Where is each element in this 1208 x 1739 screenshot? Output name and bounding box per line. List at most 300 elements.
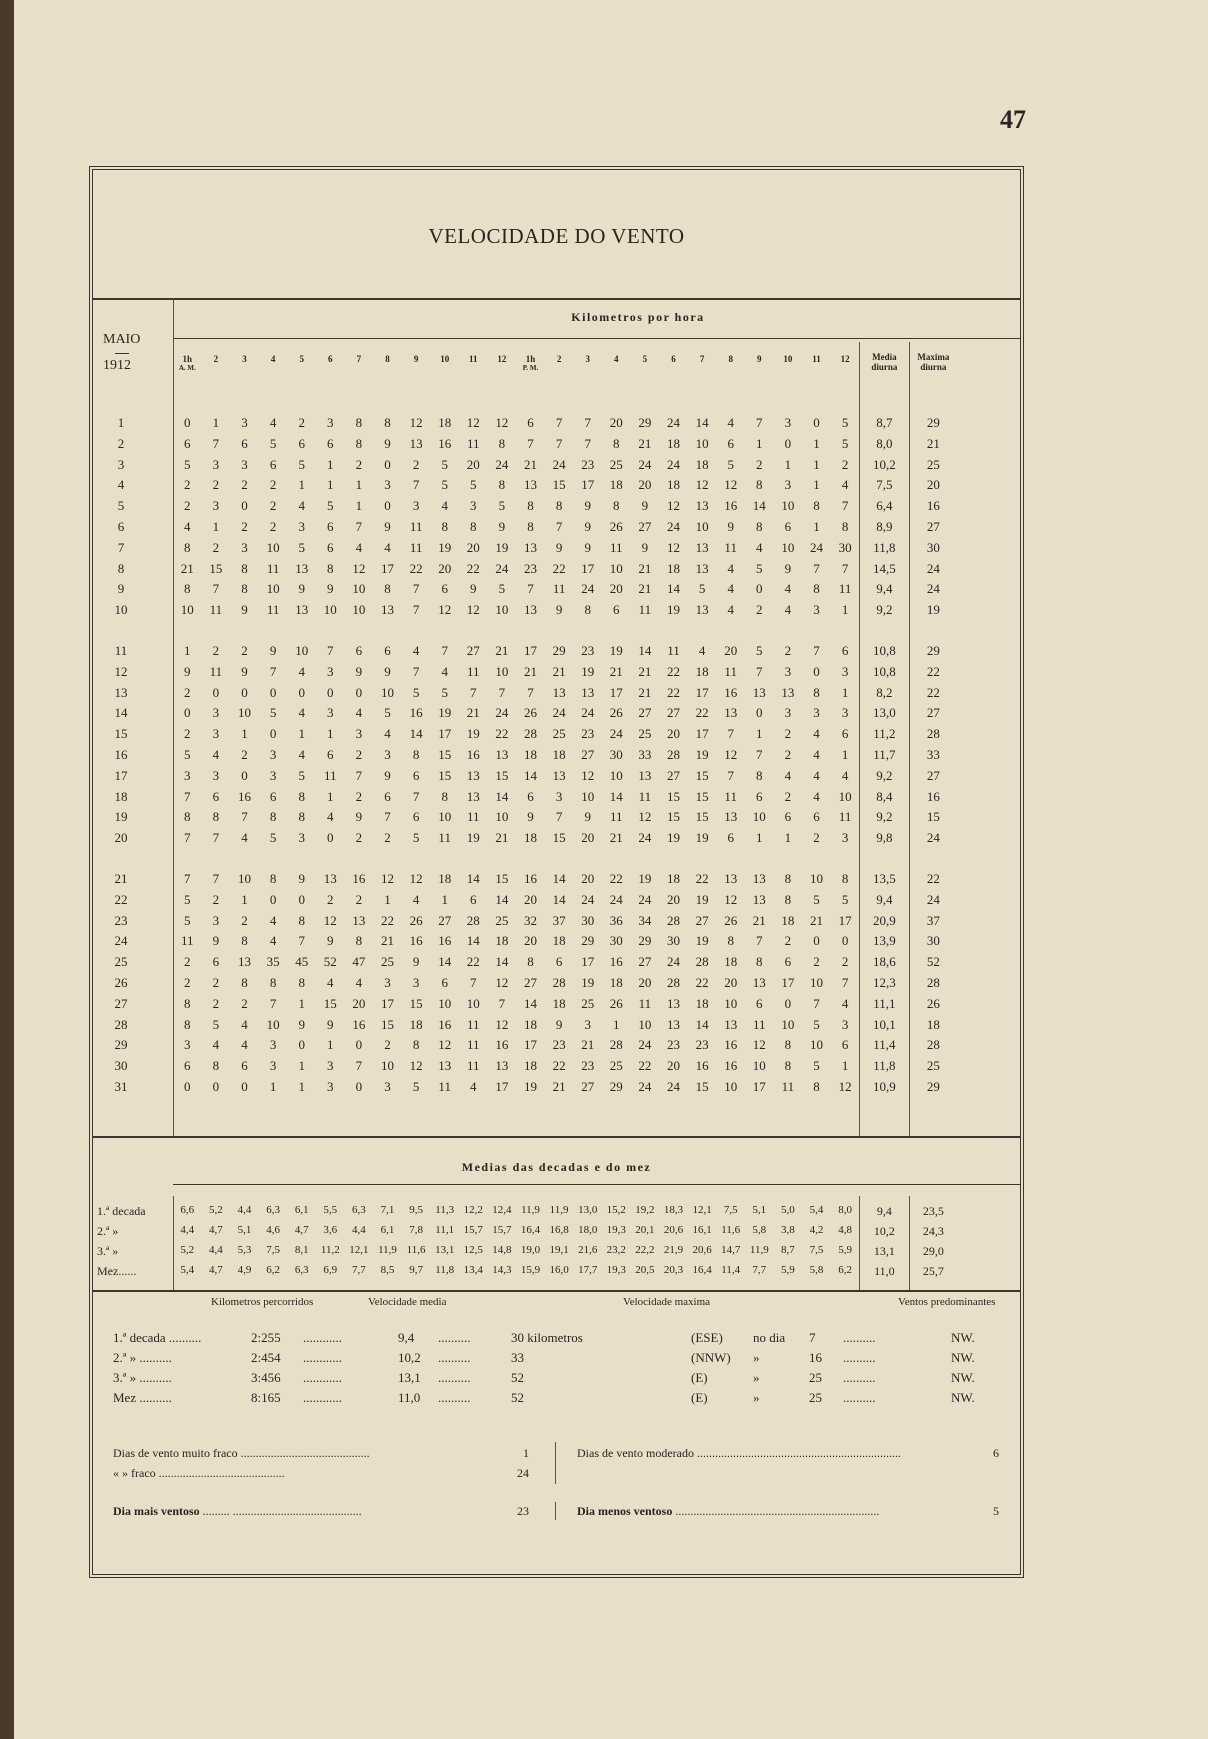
hourly-value: 15	[438, 747, 452, 762]
hourly-value: 7	[412, 477, 420, 493]
hourly-value: 8	[756, 954, 763, 970]
hourly-value: 14	[752, 498, 766, 514]
hourly-value: 9	[384, 767, 391, 783]
decada-hourly-mean: 7,5	[266, 1244, 280, 1256]
hourly-value: 18	[438, 871, 452, 886]
hourly-value: 10	[609, 767, 623, 783]
hourly-value: 11	[610, 809, 623, 825]
hourly-value: 8	[412, 747, 420, 762]
media-diurna-value: 8,4	[876, 788, 893, 804]
hourly-value: 7	[470, 684, 477, 700]
maxima-diurna-value: 28	[926, 726, 940, 742]
hour-header	[774, 354, 803, 364]
hourly-value: 9	[555, 602, 563, 618]
decada-maxima: 29,0	[922, 1244, 944, 1258]
hourly-value: 13	[724, 809, 738, 825]
hourly-value: 12	[638, 809, 652, 825]
hourly-value: 6	[241, 1058, 248, 1074]
hourly-value: 8	[355, 415, 363, 430]
moderado-row: Dias de vento moderado ....................................................................	[577, 1446, 901, 1460]
media-diurna-value: 13,9	[873, 933, 896, 949]
hourly-value: 10	[781, 1016, 795, 1032]
hourly-value: 8	[756, 477, 763, 493]
hourly-value: 3	[555, 788, 563, 804]
hour-header-label: 4	[614, 354, 619, 364]
media-diurna-value: 10,9	[873, 1079, 896, 1094]
hourly-value: 6	[327, 519, 334, 534]
day-number: 3	[117, 456, 125, 472]
hourly-value: 1	[813, 477, 820, 493]
hour-header	[716, 354, 745, 364]
hourly-value: 17	[752, 1079, 766, 1094]
hourly-value: 2	[269, 519, 277, 534]
hourly-value: 4	[327, 809, 334, 825]
hourly-value: 7	[813, 995, 820, 1011]
hourly-value: 8	[727, 933, 734, 949]
hourly-value: 8	[784, 871, 792, 886]
media-diurna-value: 9,4	[876, 581, 893, 597]
hourly-value: 13	[695, 602, 709, 618]
hourly-value: 25	[380, 954, 394, 970]
summary-dots: ..........	[843, 1370, 876, 1385]
hourly-value: 1	[813, 435, 820, 451]
hourly-value: 15	[552, 830, 566, 846]
hourly-value: 1	[756, 830, 763, 846]
hourly-value: 21	[609, 830, 623, 846]
hourly-value: 18	[666, 435, 680, 451]
hourly-value: 3	[784, 415, 792, 430]
hourly-value: 6	[784, 809, 792, 825]
decada-hourly-mean: 6,2	[266, 1264, 280, 1276]
summary-media: 13,1	[398, 1370, 421, 1385]
hourly-value: 9	[327, 1016, 334, 1032]
hourly-value: 52	[323, 954, 337, 970]
hourly-value: 17	[380, 560, 394, 576]
hourly-value: 3	[355, 726, 363, 742]
hourly-value: 30	[609, 933, 623, 949]
hourly-value: 7	[756, 747, 763, 762]
hourly-value: 18	[523, 1058, 537, 1074]
hourly-value: 14	[495, 891, 509, 907]
hourly-value: 4	[698, 643, 706, 658]
hour-header	[459, 354, 488, 364]
hour-header	[402, 354, 431, 364]
hourly-value: 13	[466, 788, 480, 804]
maxima-diurna-value: 29	[926, 643, 940, 658]
hour-header-label: 8	[728, 354, 733, 364]
hourly-value: 13	[438, 1058, 452, 1074]
decada-media: 9,4	[876, 1204, 892, 1218]
decada-hourly-mean: 5,9	[781, 1264, 795, 1276]
hourly-value: 23	[581, 643, 595, 658]
decada-hourly-mean: 11,3	[435, 1204, 455, 1216]
hourly-value: 6	[384, 788, 391, 804]
decada-hourly-mean: 11,8	[435, 1264, 455, 1276]
hourly-value: 4	[241, 1016, 248, 1032]
hourly-value: 4	[813, 788, 820, 804]
hourly-value: 19	[609, 643, 623, 658]
hourly-value: 23	[552, 1037, 566, 1053]
decada-hourly-mean: 3,8	[781, 1224, 795, 1236]
hourly-value: 2	[355, 456, 363, 472]
hourly-value: 15	[695, 809, 709, 825]
hourly-value: 22	[495, 726, 509, 742]
hourly-value: 10	[352, 581, 366, 597]
hourly-value: 4	[269, 933, 277, 949]
hourly-value: 17	[581, 477, 595, 493]
hourly-value: 28	[695, 954, 709, 970]
hourly-value: 16	[466, 747, 480, 762]
hourly-value: 5	[470, 477, 477, 493]
hourly-value: 11	[467, 435, 480, 451]
hourly-value: 1	[841, 747, 849, 762]
hourly-value: 1	[756, 435, 763, 451]
hourly-value: 2	[355, 830, 363, 846]
hourly-value: 8	[384, 581, 391, 597]
hourly-value: 8	[813, 581, 820, 597]
hour-header	[631, 354, 660, 364]
media-diurna-value: 10,8	[873, 643, 896, 658]
hourly-value: 8	[527, 954, 534, 970]
decada-label: 2.ª »	[97, 1224, 119, 1238]
hourly-value: 6	[613, 602, 620, 618]
day-number: 1	[117, 415, 125, 430]
hourly-value: 17	[695, 684, 709, 700]
hourly-value: 27	[638, 954, 652, 970]
hourly-value: 24	[638, 1079, 652, 1094]
hourly-value: 3	[212, 498, 220, 514]
hourly-value: 8	[269, 871, 277, 886]
hourly-value: 14	[409, 726, 423, 742]
day-number: 17	[114, 767, 128, 783]
hourly-value: 14	[609, 788, 623, 804]
hourly-value: 7	[241, 809, 248, 825]
hourly-value: 1	[841, 1058, 849, 1074]
hourly-value: 1	[327, 477, 334, 493]
summary-direction: (E)	[691, 1370, 708, 1385]
hourly-value: 45	[295, 954, 309, 970]
decada-maxima: 24,3	[922, 1224, 944, 1238]
hourly-value: 24	[581, 891, 595, 907]
hourly-value: 1	[327, 726, 334, 742]
summary-dia: 25	[809, 1370, 822, 1385]
muito-fraco-row: Dias de vento muito fraco ...........................................	[113, 1446, 370, 1460]
hourly-value: 9	[327, 581, 334, 597]
decada-hourly-mean: 11,6	[721, 1224, 741, 1236]
hourly-value: 23	[695, 1037, 709, 1053]
hourly-value: 1	[813, 456, 820, 472]
hourly-value: 3	[813, 705, 820, 721]
hourly-value: 2	[813, 954, 820, 970]
hourly-value: 3	[412, 975, 420, 990]
hourly-value: 3	[327, 415, 334, 430]
hourly-value: 11	[209, 602, 223, 618]
hourly-value: 30	[581, 912, 595, 928]
decada-hourly-mean: 15,9	[520, 1264, 541, 1276]
summary-no-dia: »	[753, 1370, 760, 1385]
summary-vento: NW.	[951, 1390, 975, 1405]
hourly-value: 7	[212, 435, 220, 451]
hourly-value: 22	[466, 954, 480, 970]
hour-header-label: 9	[413, 354, 419, 364]
hourly-value: 20	[438, 560, 452, 576]
decada-hourly-mean: 11,2	[320, 1244, 340, 1256]
day-number: 27	[114, 995, 128, 1011]
media-diurna-value: 11,1	[873, 995, 896, 1011]
hourly-value: 1	[298, 726, 305, 742]
maxima-diurna-value: 27	[926, 705, 940, 721]
fraco-row: « » fraco ..........................................	[113, 1466, 285, 1480]
hourly-value: 11	[438, 1079, 451, 1094]
hourly-value: 16	[724, 498, 738, 514]
hourly-value: 11	[266, 602, 280, 618]
hourly-value: 13	[523, 602, 537, 618]
decada-hourly-mean: 11,9	[749, 1244, 769, 1256]
summary-media: 10,2	[398, 1350, 421, 1365]
hourly-value: 2	[184, 975, 191, 990]
hourly-value: 7	[841, 498, 849, 514]
hour-header-label: 5	[642, 354, 648, 364]
hourly-value: 19	[581, 975, 595, 990]
hourly-value: 6	[298, 435, 305, 451]
hourly-value: 20	[724, 643, 738, 658]
hourly-value: 2	[355, 788, 363, 804]
media-diurna-value: 11,8	[873, 1058, 896, 1074]
hourly-value: 11	[409, 539, 423, 555]
hourly-value: 5	[298, 456, 305, 472]
hourly-value: 16	[438, 435, 452, 451]
hourly-value: 8	[470, 519, 477, 534]
hourly-value: 9	[412, 954, 420, 970]
maxima-header-line: Maxima	[917, 352, 950, 362]
hourly-value: 2	[298, 415, 305, 430]
hour-header	[173, 354, 202, 372]
hourly-value: 4	[813, 726, 820, 742]
decada-hourly-mean: 4,7	[209, 1224, 223, 1236]
hourly-value: 30	[666, 933, 680, 949]
maxima-diurna-value: 16	[926, 788, 940, 804]
hourly-value: 7	[756, 933, 763, 949]
hour-header	[430, 354, 459, 364]
hourly-value: 9	[584, 519, 591, 534]
decadas-divider	[909, 1196, 910, 1290]
hourly-value: 16	[695, 1058, 709, 1074]
hourly-value: 8	[584, 602, 591, 618]
hourly-value: 2	[384, 1037, 391, 1053]
hourly-value: 7	[384, 809, 391, 825]
hourly-value: 7	[212, 581, 220, 597]
summary-no-dia: no dia	[753, 1330, 786, 1345]
decada-hourly-mean: 6,3	[294, 1264, 309, 1276]
hourly-value: 13	[523, 539, 537, 555]
hour-header	[202, 354, 231, 364]
hourly-value: 8	[184, 809, 191, 825]
summary-vento: NW.	[951, 1350, 975, 1365]
hourly-value: 2	[212, 995, 220, 1011]
hourly-value: 8	[813, 684, 820, 700]
hourly-value: 2	[784, 726, 792, 742]
hourly-value: 8	[269, 975, 277, 990]
hourly-value: 18	[523, 1016, 537, 1032]
hourly-value: 4	[212, 747, 220, 762]
hourly-value: 9	[641, 539, 649, 555]
hourly-value: 9	[555, 1016, 563, 1032]
hourly-value: 7	[584, 435, 591, 451]
decada-hourly-mean: 16,8	[549, 1224, 569, 1236]
decada-hourly-mean: 14,7	[721, 1244, 741, 1256]
media-diurna-value: 13,5	[873, 871, 896, 886]
maxima-diurna-value: 27	[926, 519, 940, 534]
hourly-value: 1	[384, 891, 391, 907]
hourly-value: 19	[695, 891, 709, 907]
hourly-value: 13	[724, 1016, 738, 1032]
hourly-value: 2	[784, 643, 792, 658]
hourly-value: 17	[523, 643, 537, 658]
maxima-diurna-value: 30	[926, 539, 940, 555]
hourly-value: 15	[323, 995, 337, 1011]
hourly-value: 5	[841, 415, 849, 430]
hourly-value: 11	[838, 581, 852, 597]
decada-hourly-mean: 7,8	[409, 1224, 423, 1236]
hourly-value: 13	[495, 1058, 509, 1074]
maxima-diurna-value: 15	[926, 809, 940, 825]
maxima-diurna-value: 20	[926, 477, 940, 493]
kmh-header: Kilometros por hora	[571, 310, 705, 324]
hourly-value: 3	[784, 477, 792, 493]
hourly-value: 5	[269, 705, 277, 721]
hourly-value: 21	[638, 684, 652, 700]
hourly-value: 18	[781, 912, 795, 928]
decada-media: 11,0	[874, 1264, 895, 1278]
hourly-value: 3	[841, 1016, 849, 1032]
decada-maxima: 25,7	[922, 1264, 944, 1278]
decada-hourly-mean: 17,7	[578, 1264, 598, 1276]
hourly-value: 6	[412, 767, 420, 783]
hourly-value: 4	[412, 643, 420, 658]
decada-hourly-mean: 21,9	[663, 1244, 684, 1256]
hourly-value: 4	[727, 560, 734, 576]
hourly-value: 4	[727, 415, 734, 430]
hourly-value: 11	[552, 581, 566, 597]
hourly-value: 5	[813, 1016, 820, 1032]
day-number: 31	[114, 1079, 128, 1094]
decada-hourly-mean: 6,2	[838, 1264, 852, 1276]
day-number: 4	[117, 477, 125, 493]
hourly-value: 19	[638, 871, 652, 886]
media-diurna-value: 14,5	[873, 560, 896, 576]
hourly-value: 26	[724, 912, 738, 928]
hourly-value: 19	[581, 663, 595, 679]
media-diurna-value: 10,2	[873, 456, 896, 472]
hourly-value: 7	[412, 581, 420, 597]
decada-hourly-mean: 14,8	[492, 1244, 512, 1256]
maxima-diurna-value: 21	[926, 435, 940, 451]
decada-hourly-mean: 11,4	[721, 1264, 741, 1276]
hourly-value: 24	[638, 456, 652, 472]
hour-header-label: 10	[440, 354, 450, 364]
mais-ventoso-label: Dia mais ventoso	[113, 1504, 200, 1518]
hourly-value: 7	[412, 788, 420, 804]
hourly-value: 22	[666, 663, 680, 679]
hourly-value: 0	[384, 498, 391, 514]
hourly-value: 3	[241, 539, 248, 555]
day-number: 21	[114, 871, 128, 886]
hour-header-label: 8	[385, 354, 390, 364]
hourly-value: 18	[495, 933, 509, 949]
hourly-value: 19	[695, 830, 709, 846]
hourly-value: 9	[784, 560, 792, 576]
hourly-value: 5	[441, 684, 448, 700]
hourly-value: 0	[269, 684, 277, 700]
hourly-value: 18	[552, 995, 566, 1011]
hourly-value: 18	[666, 871, 680, 886]
summary-km: 3:456	[251, 1370, 281, 1385]
hourly-value: 1	[441, 891, 448, 907]
hourly-value: 19	[695, 933, 709, 949]
decada-hourly-mean: 4,4	[237, 1204, 252, 1216]
hourly-value: 1	[212, 519, 220, 534]
hourly-value: 6	[756, 788, 763, 804]
hourly-value: 16	[237, 788, 251, 804]
decada-hourly-mean: 4,2	[809, 1224, 824, 1236]
hourly-value: 20	[666, 891, 680, 907]
hourly-value: 7	[813, 560, 820, 576]
hourly-value: 19	[438, 705, 452, 721]
day-number: 14	[114, 705, 128, 721]
hourly-value: 2	[384, 830, 391, 846]
day-number: 9	[117, 581, 125, 597]
hourly-value: 16	[724, 1058, 738, 1074]
hourly-value: 5	[212, 1016, 220, 1032]
decada-hourly-mean: 6,1	[294, 1204, 309, 1216]
medias-rule	[173, 1184, 1021, 1185]
hourly-value: 4	[327, 975, 334, 990]
hour-header	[316, 354, 345, 364]
hourly-value: 8	[298, 975, 305, 990]
hourly-value: 6	[355, 643, 363, 658]
hourly-value: 8	[241, 560, 248, 576]
hourly-value: 4	[269, 912, 277, 928]
hourly-value: 10	[323, 602, 337, 618]
maxima-diurna-value: 33	[926, 747, 940, 762]
hourly-value: 21	[180, 560, 194, 576]
decada-hourly-mean: 12,1	[692, 1204, 712, 1216]
hourly-value: 4	[470, 1079, 477, 1094]
hourly-value: 11	[638, 995, 652, 1011]
hourly-value: 15	[695, 788, 709, 804]
summary-max: 52	[511, 1370, 524, 1385]
hourly-value: 10	[581, 788, 595, 804]
hourly-value: 12	[323, 912, 337, 928]
hourly-value: 21	[495, 830, 509, 846]
hourly-value: 13	[552, 767, 566, 783]
menos-ventoso-row: Dia menos ventoso ....................................................................	[577, 1504, 880, 1518]
hourly-value: 24	[495, 456, 509, 472]
hourly-value: 0	[212, 1079, 220, 1094]
hourly-value: 8	[498, 435, 506, 451]
media-diurna-value: 20,9	[873, 912, 896, 928]
hourly-value: 11	[438, 830, 451, 846]
hourly-value: 3	[212, 767, 220, 783]
hourly-value: 26	[609, 519, 623, 534]
hourly-value: 4	[241, 1037, 248, 1053]
hourly-value: 4	[355, 975, 363, 990]
hourly-value: 17	[523, 1037, 537, 1053]
hourly-value: 7	[184, 871, 191, 886]
hourly-value: 2	[241, 912, 248, 928]
hourly-value: 19	[695, 747, 709, 762]
hourly-value: 24	[666, 1079, 680, 1094]
